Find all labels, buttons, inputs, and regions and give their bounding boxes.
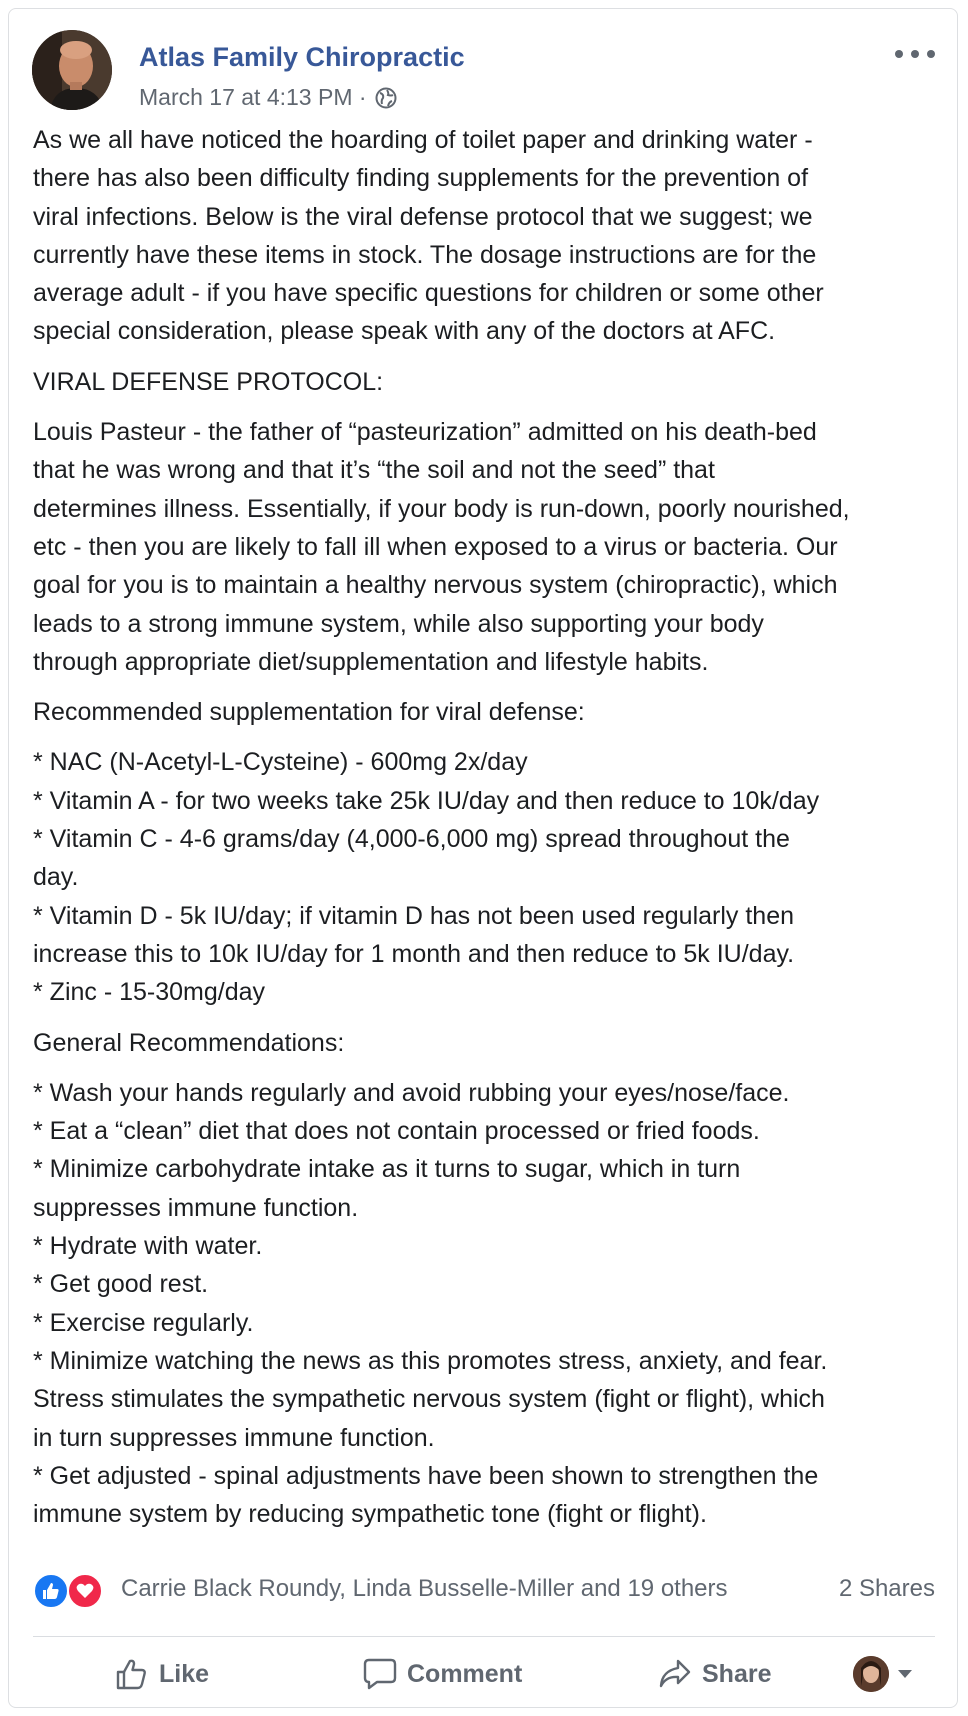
share-arrow-icon xyxy=(658,1657,692,1691)
text-line: VIRAL DEFENSE PROTOCOL: xyxy=(33,367,384,396)
list-item: * Minimize carbohydrate intake as it turns to sugar, which in turn xyxy=(33,1155,741,1184)
list-item: * Wash your hands regularly and avoid rubbing your eyes/nose/face. xyxy=(33,1078,790,1107)
share-button[interactable] xyxy=(658,1643,771,1705)
text-line: As we all have noticed the hoarding of toilet paper and drinking water - xyxy=(33,126,813,154)
post-text xyxy=(33,121,943,1545)
more-dots-icon[interactable] xyxy=(895,44,935,64)
comment-button[interactable] xyxy=(363,1643,522,1705)
list-item: increase this to 10k IU/day for 1 month and then reduce to 5k IU/day. xyxy=(33,939,795,968)
list-item: * NAC (N-Acetyl-L-Cysteine) - 600mg 2x/day xyxy=(33,748,528,777)
list-item: Stress stimulates the sympathetic nervous system (fight or flight), which xyxy=(33,1385,825,1414)
text-line: General Recommendations: xyxy=(33,1028,345,1057)
supplement-list xyxy=(33,743,943,1011)
post-header xyxy=(32,30,937,120)
list-item: * Vitamin A - for two weeks take 25k IU/day and then reduce to 10k/day xyxy=(33,786,820,815)
post-card xyxy=(8,8,958,1708)
action-divider xyxy=(33,1636,935,1637)
text-line: that he was wrong and that it’s “the soil and not the seed” that xyxy=(33,456,715,485)
share-label: Share xyxy=(702,1659,772,1688)
general-heading xyxy=(33,1024,943,1062)
like-button[interactable] xyxy=(115,1643,209,1705)
post-meta xyxy=(139,84,397,115)
shares-count-link[interactable]: 2 Shares xyxy=(838,1575,935,1602)
text-line: currently have these items in stock. The dosage instructions are for the xyxy=(33,240,817,269)
protocol-heading xyxy=(33,363,943,401)
intro-paragraph xyxy=(33,121,943,351)
text-line: leads to a strong immune system, while also supporting your body xyxy=(33,609,764,638)
list-item: * Vitamin D - 5k IU/day; if vitamin D has not been used regularly then xyxy=(33,901,795,930)
list-item: * Eat a “clean” diet that does not contain processed or fried foods. xyxy=(33,1117,760,1146)
text-line: average adult - if you have specific questions for children or some other xyxy=(33,279,824,308)
text-line: Recommended supplementation for viral defense: xyxy=(33,698,585,727)
comment-label: Comment xyxy=(407,1659,523,1688)
globe-icon[interactable] xyxy=(375,87,397,115)
text-line: etc - then you are likely to fall ill when exposed to a virus or bacteria. Our xyxy=(33,532,838,561)
list-item: * Hydrate with water. xyxy=(33,1232,263,1261)
like-label: Like xyxy=(159,1659,210,1688)
list-item: * Minimize watching the news as this promotes stress, anxiety, and fear. xyxy=(33,1346,828,1375)
list-item: * Get good rest. xyxy=(33,1270,209,1299)
list-item: suppresses immune function. xyxy=(33,1193,359,1222)
list-item: day. xyxy=(33,863,79,892)
reaction-icons[interactable] xyxy=(33,1573,113,1609)
reactions-bar xyxy=(33,1569,935,1613)
reaction-names-link[interactable]: Carrie Black Roundy, Linda Busselle-Miller and 19 others xyxy=(121,1575,728,1602)
audience-selector[interactable] xyxy=(853,1643,923,1705)
user-avatar xyxy=(853,1656,889,1692)
supplement-heading xyxy=(33,693,943,731)
list-item: * Exercise regularly. xyxy=(33,1308,254,1337)
caret-down-icon xyxy=(897,1669,913,1679)
love-reaction-icon xyxy=(67,1573,103,1609)
thumbs-up-icon xyxy=(115,1657,149,1691)
list-item: * Vitamin C - 4-6 grams/day (4,000-6,000 mg) spread throughout the xyxy=(33,825,790,854)
list-item: * Get adjusted - spinal adjustments have been shown to strengthen the xyxy=(33,1461,819,1490)
comment-bubble-icon xyxy=(363,1657,397,1691)
action-bar xyxy=(33,1643,935,1705)
text-line: special consideration, please speak with any of the doctors at AFC. xyxy=(33,317,776,346)
page-name-link[interactable]: Atlas Family Chiropractic xyxy=(139,42,465,72)
text-line: there has also been difficulty finding supplements for the prevention of xyxy=(33,164,809,193)
pasteur-paragraph xyxy=(33,413,943,681)
text-line: goal for you is to maintain a healthy nervous system (chiropractic), which xyxy=(33,571,838,600)
avatar-photo-icon xyxy=(32,30,112,110)
like-reaction-icon xyxy=(33,1573,69,1609)
general-list xyxy=(33,1074,943,1534)
text-line: viral infections. Below is the viral defense protocol that we suggest; we xyxy=(33,202,813,231)
list-item: * Zinc - 15-30mg/day xyxy=(33,978,266,1007)
page-avatar[interactable] xyxy=(32,30,112,110)
post-timestamp[interactable]: March 17 at 4:13 PM xyxy=(139,84,353,110)
text-line: Louis Pasteur - the father of “pasteurization” admitted on his death-bed xyxy=(33,418,817,447)
list-item: in turn suppresses immune function. xyxy=(33,1423,435,1452)
text-line: through appropriate diet/supplementation and lifestyle habits. xyxy=(33,647,709,676)
list-item: immune system by reducing sympathetic tone (fight or flight). xyxy=(33,1500,707,1529)
meta-separator: · xyxy=(358,84,367,110)
text-line: determines illness. Essentially, if your body is run-down, poorly nourished, xyxy=(33,494,850,523)
